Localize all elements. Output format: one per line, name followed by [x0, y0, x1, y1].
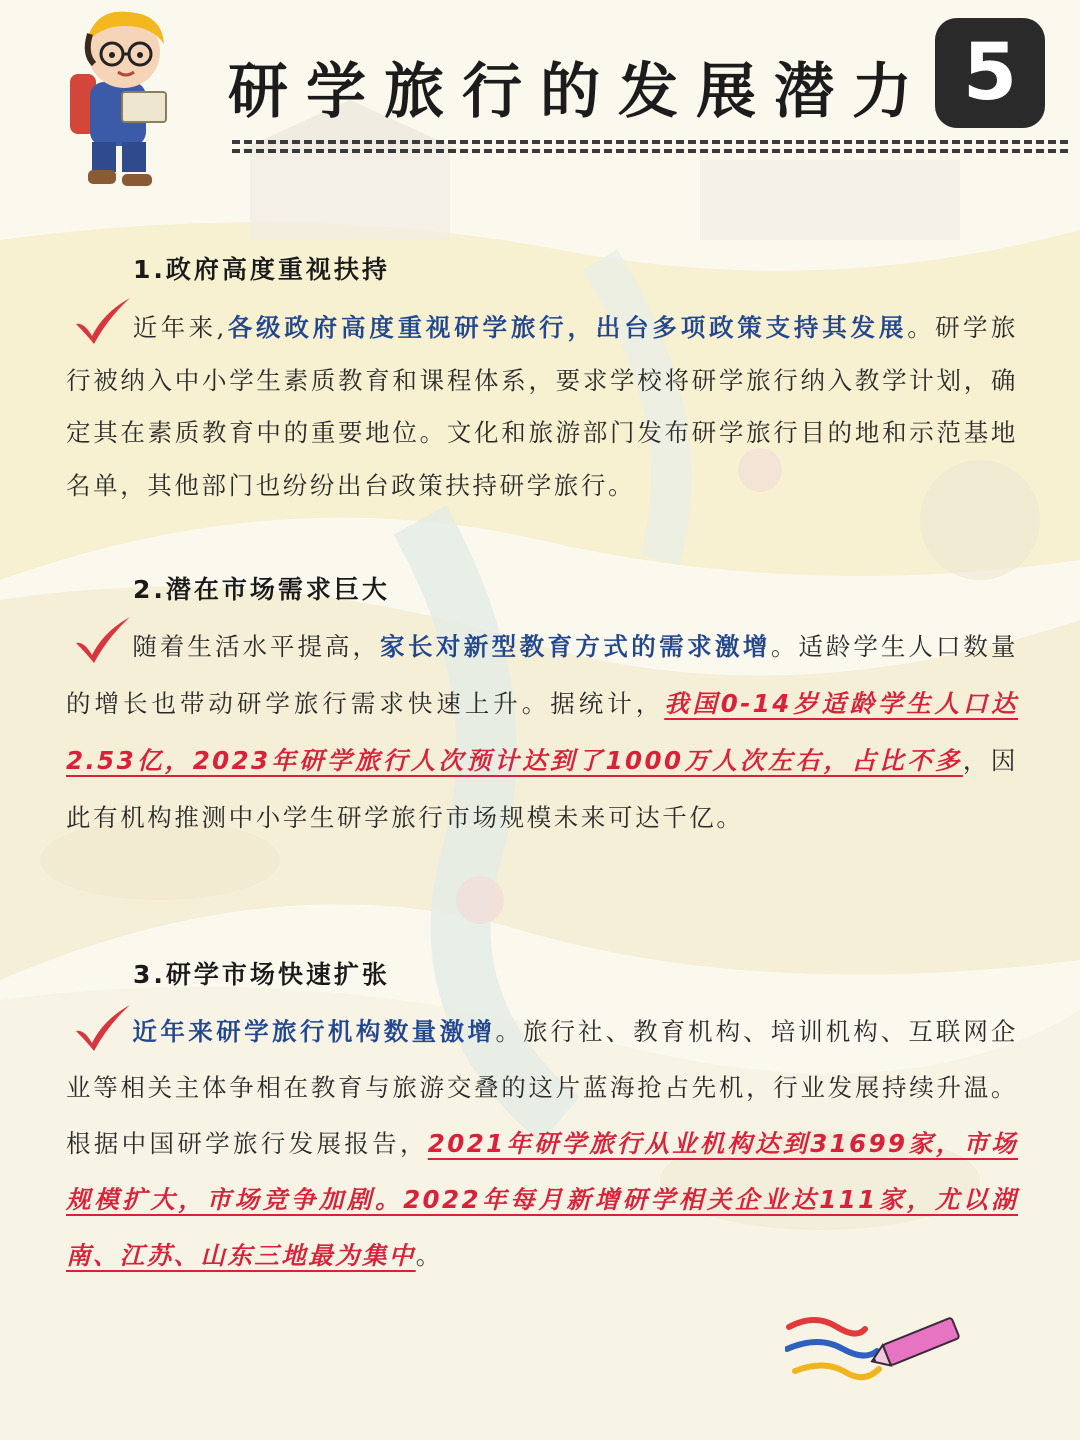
paragraph-text: 近年来, — [132, 313, 227, 342]
paragraph-text: ，因此有机构推测中小学生研学旅行市场规模未来可达千亿。 — [66, 746, 1018, 832]
highlight-red: 2021年研学旅行从业机构达到31699家，市场规模扩大，市场竞争加剧。2022年每月新增研学相关企业达111家，尤以湖南、江苏、山东三地最为集中 — [66, 1129, 1018, 1270]
paragraph-text: 。适龄学生人口数量的增长也带动研学旅行需求快速上升。据统计， — [66, 632, 1019, 718]
section-paragraph — [66, 618, 1018, 846]
section-heading: 3.研学市场快速扩张 — [133, 960, 390, 989]
highlight-blue: 各级政府高度重视研学旅行，出台多项政策支持其发展 — [226, 313, 908, 342]
checkmark-icon — [72, 1003, 134, 1053]
section-paragraph — [66, 302, 1018, 512]
paragraph-text: 。研学旅行被纳入中小学生素质教育和课程体系，要求学校将研学旅行纳入教学计划，确定其在素质教育中的重要地位。文化和旅游部门发布研学旅行目的地和示范基地名单，其他部门也纷纷出台政策扶持研学旅行。 — [66, 313, 1019, 500]
highlight-red: 我国0-14岁适龄学生人口达2.53亿，2023年研学旅行人次预计达到了1000万人次左右，占比不多 — [66, 689, 1018, 775]
page-title: 研学旅行的发展潜力 — [228, 57, 930, 127]
crayon-icon — [785, 1305, 970, 1400]
checkmark-icon — [72, 615, 134, 665]
paragraph-text: 。 — [415, 1241, 443, 1270]
checkmark-icon — [72, 296, 134, 346]
highlight-blue: 近年来研学旅行机构数量激增 — [132, 1017, 496, 1046]
paragraph-text: 。旅行社、教育机构、培训机构、互联网企业等相关主体争相在教育与旅游交叠的这片蓝海抢占先机，行业发展持续升温。根据中国研学旅行发展报告， — [66, 1017, 1018, 1158]
section-paragraph — [66, 1004, 1018, 1284]
student-mascot-icon — [62, 4, 182, 194]
section-heading: 1.政府高度重视扶持 — [133, 255, 390, 284]
page-number-badge: 5 — [935, 18, 1045, 128]
paragraph-text: 随着生活水平提高， — [132, 632, 381, 661]
highlight-blue: 家长对新型教育方式的需求激增 — [380, 632, 771, 661]
section-heading: 2.潜在市场需求巨大 — [133, 575, 390, 604]
